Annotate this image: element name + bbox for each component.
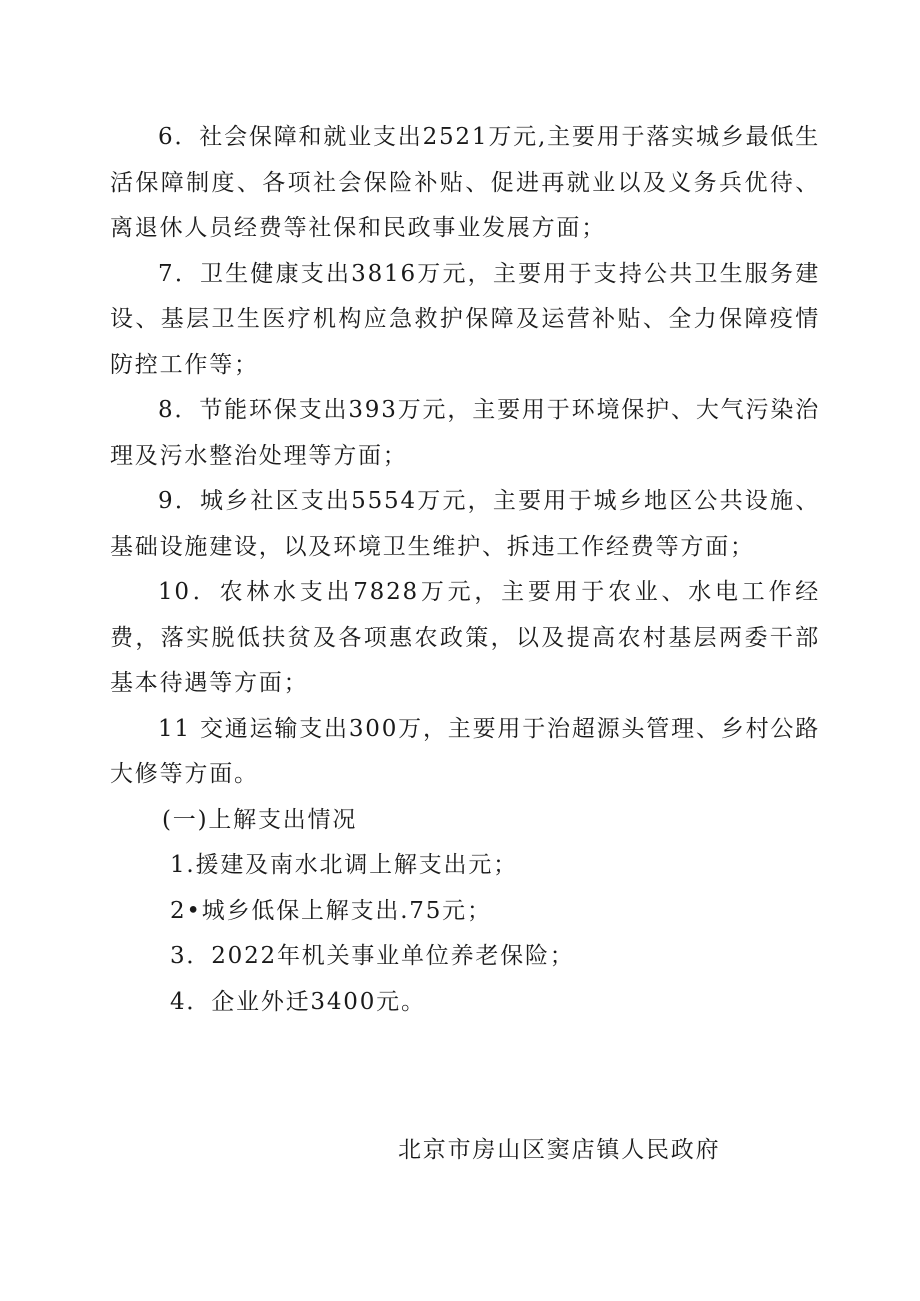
subitem-1: 1.援建及南水北调上解支出元； xyxy=(170,852,518,878)
paragraph-agriculture: 10．农林水支出7828万元，主要用于农业、水电工作经费，落实脱低扶贫及各项惠农政策，以及提高农村基层两委干部基本待遇等方面； xyxy=(110,579,820,696)
subsection-heading: (一)上解支出情况 xyxy=(162,806,358,833)
paragraph-urban-rural: 9．城乡社区支出5554万元，主要用于城乡地区公共设施、基础设施建设，以及环境卫生维护、拆违工作经费等方面； xyxy=(110,488,820,560)
signature-organization: 北京市房山区窦店镇人民政府 xyxy=(398,1137,721,1163)
paragraph-transport: 11 交通运输支出300万，主要用于治超源头管理、乡村公路大修等方面。 xyxy=(110,715,820,787)
paragraph-environment: 8．节能环保支出393万元，主要用于环境保护、大气污染治理及污水整治处理等方面； xyxy=(110,397,820,469)
document-body xyxy=(110,115,820,1025)
subitem-2: 2•城乡低保上解支出.75元； xyxy=(170,897,492,924)
subitem-4: 4．企业外迁3400元。 xyxy=(170,988,426,1015)
subitem-3: 3．2022年机关事业单位养老保险； xyxy=(170,943,575,969)
paragraph-health: 7．卫生健康支出3816万元，主要用于支持公共卫生服务建设、基层卫生医疗机构应急救护保障及运营补贴、全力保障疫情防控工作等； xyxy=(110,260,820,378)
paragraph-social-security: 6．社会保障和就业支出2521万元,主要用于落实城乡最低生活保障制度、各项社会保险补贴、促进再就业以及义务兵优待、离退休人员经费等社保和民政事业发展方面； xyxy=(110,124,820,241)
